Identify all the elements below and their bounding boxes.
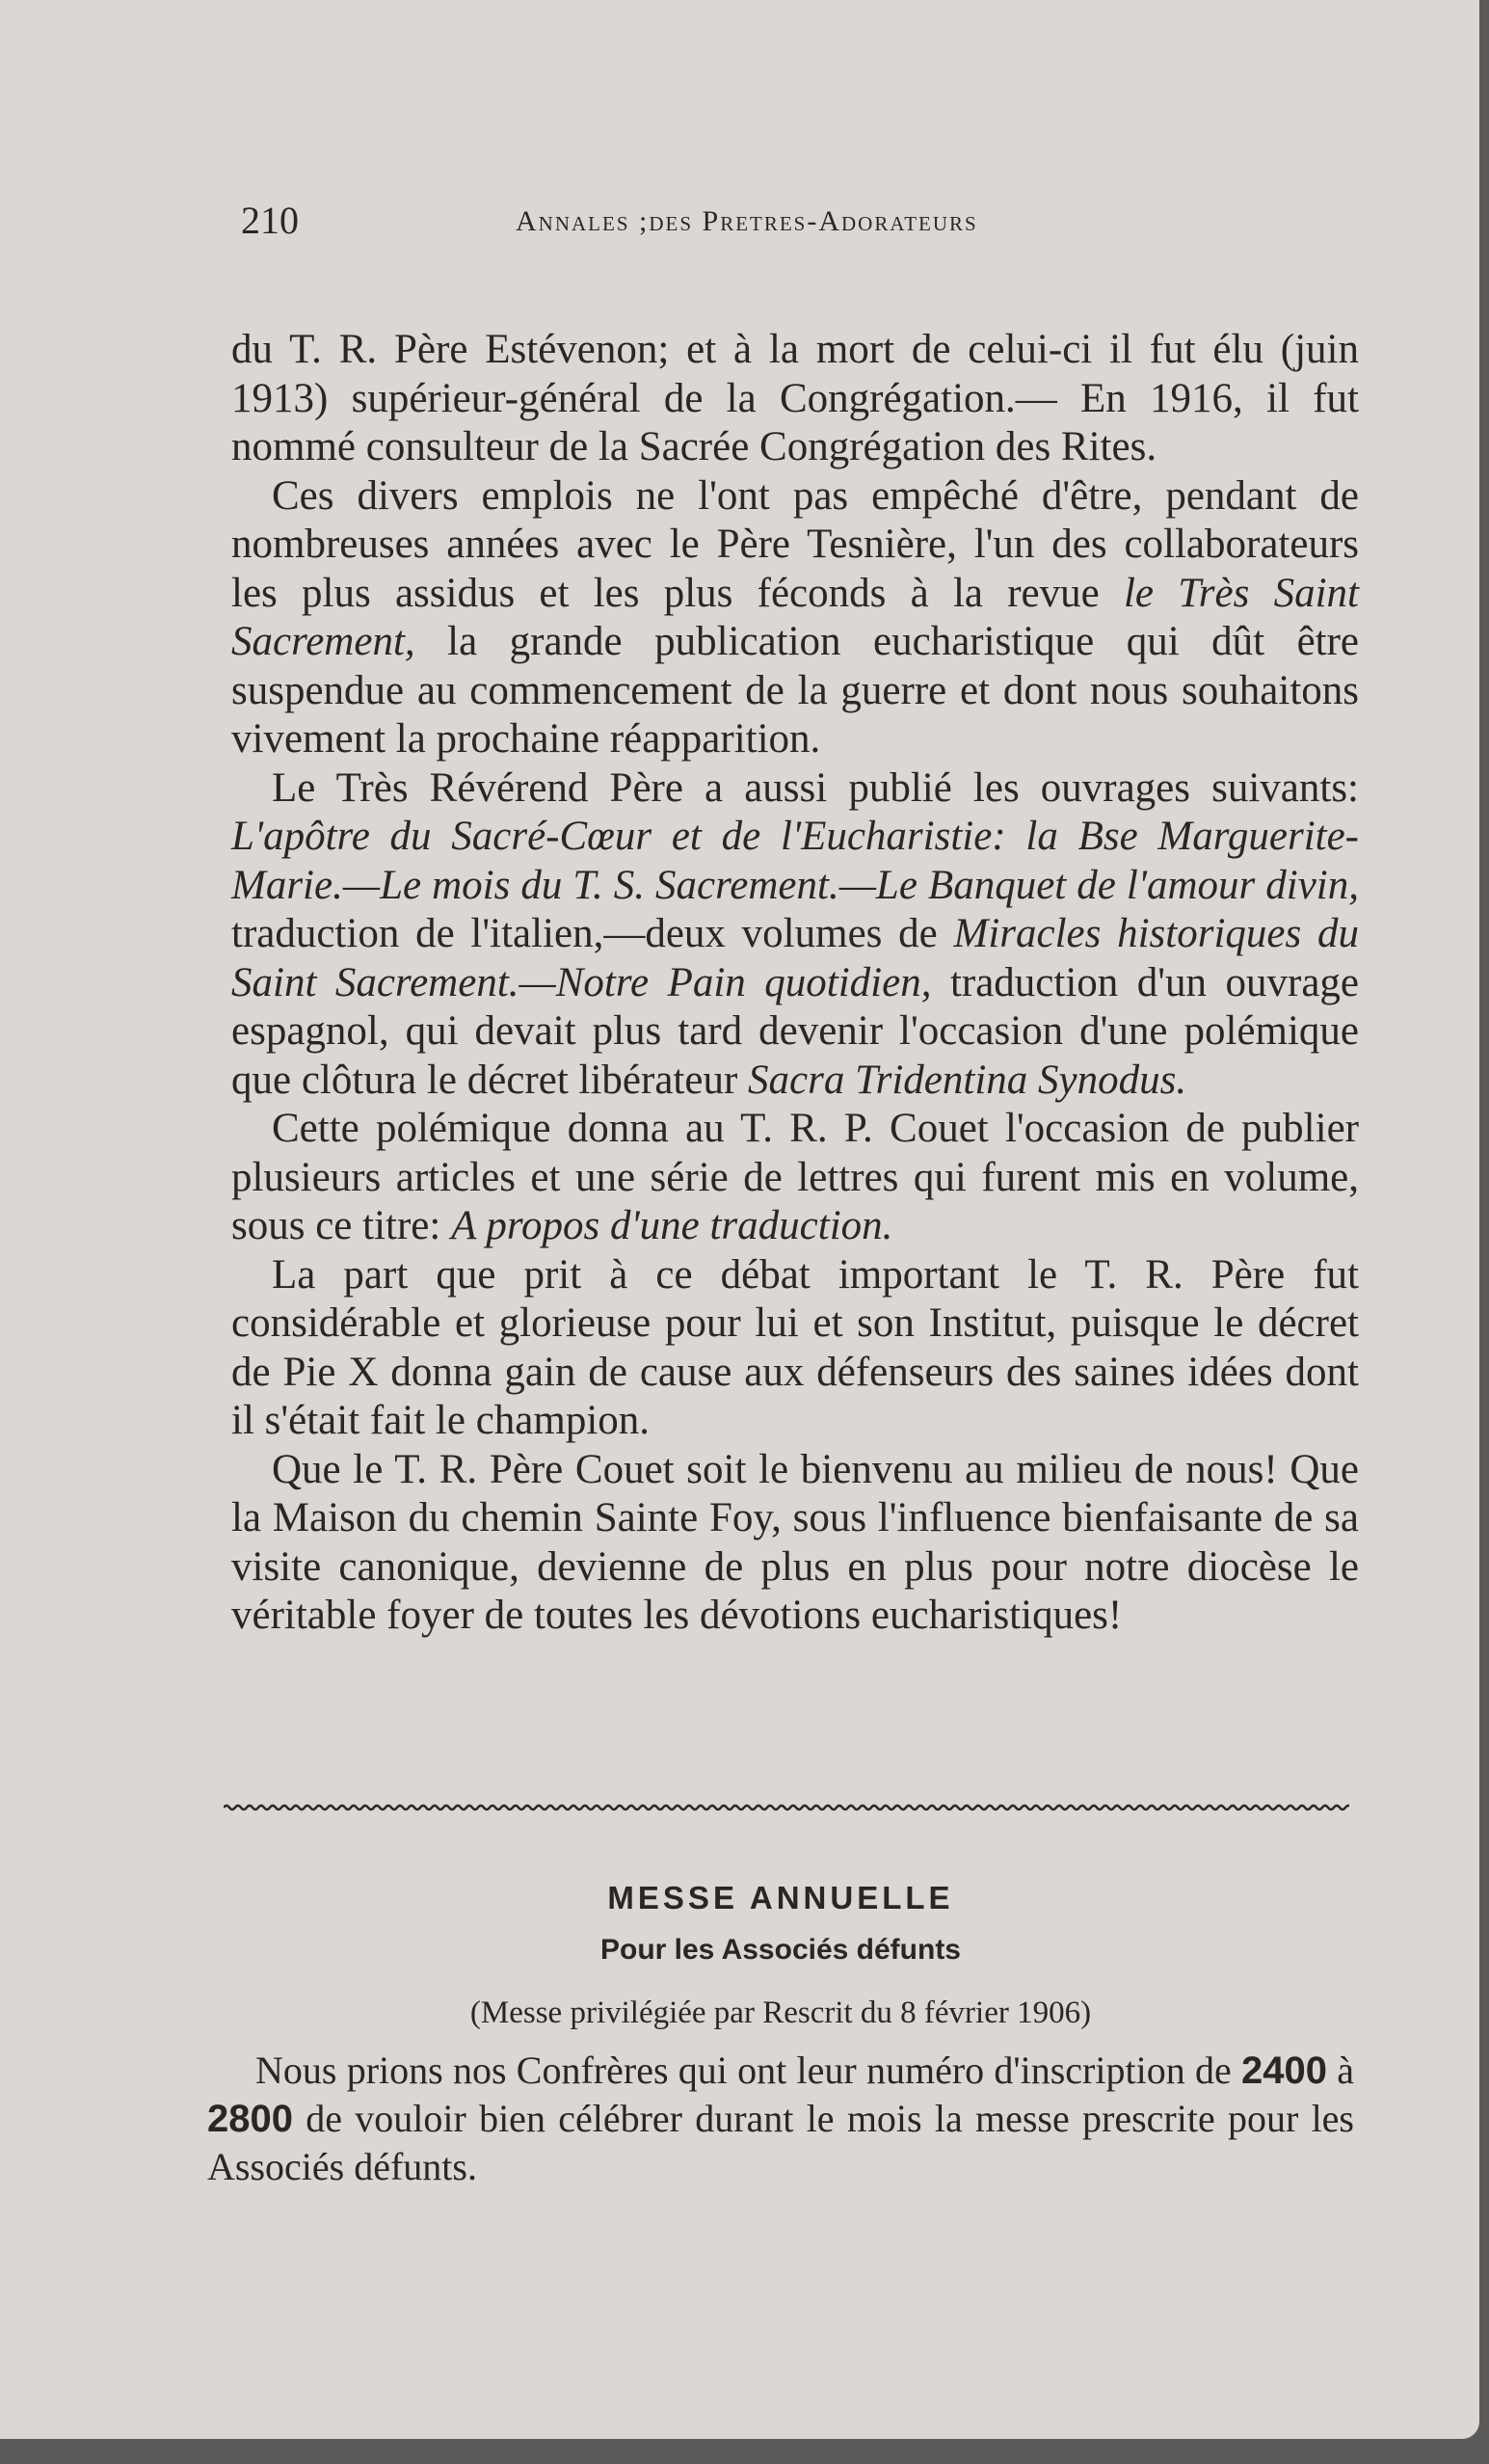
- notice-subtitle: Pour les Associés défunts: [599, 1934, 961, 1966]
- paragraph-2: [231, 472, 1359, 764]
- notice-body: [207, 2047, 1354, 2191]
- wavy-divider: [224, 1801, 1349, 1814]
- paragraph-6: Que le T. R. Père Couet soit le bienvenu au milieu de nous! Que la Maison du chemin Sainte Foy, sous l'influence bienfaisante de sa visite canonique, devienne de plus en plus pour notre diocèse le véritable foyer de toutes les dévotions eucharistiques!: [231, 1446, 1359, 1638]
- notice-title: MESSE ANNUELLE: [607, 1880, 954, 1915]
- page-header: [241, 198, 1349, 255]
- article-body: [231, 326, 1359, 1641]
- paragraph-3-italic-2: Miracles historiques du Saint Sacrement.—Notre Pain quotidien,: [231, 911, 1359, 1005]
- notice-text-b: à: [1326, 2049, 1354, 2092]
- annual-mass-notice: [207, 1880, 1354, 2191]
- notice-number-to: 2800: [207, 2098, 293, 2140]
- running-title: Annales ;des Pretres-Adorateurs: [516, 205, 978, 237]
- paragraph-3-italic-1: L'apôtre du Sacré-Cœur et de l'Eucharistie: la Bse Marguerite-Marie.—Le mois du T. S. Sacrement.—Le Banquet de l'amour divin,: [231, 814, 1359, 908]
- paragraph-4: [231, 1105, 1359, 1251]
- notice-number-from: 2400: [1241, 2049, 1327, 2092]
- paragraph-3-italic-3: Sacra Tridentina Synodus.: [748, 1057, 1187, 1103]
- paragraph-3-text-a: Le Très Révérend Père a aussi publié les ouvrages suivants:: [272, 764, 1359, 811]
- notice-note: (Messe privilégiée par Rescrit du 8 février 1906): [469, 1995, 1092, 2030]
- paragraph-1: du T. R. Père Estévenon; et à la mort de celui-ci il fut élu (juin 1913) supérieur-général de la Congrégation.— En 1916, il fut nommé consulteur de la Sacrée Congrégation des Rites.: [231, 327, 1359, 469]
- paragraph-3-text-c: traduction d'un ouvrage espagnol, qui devait plus tard devenir l'occasion d'une polémique que clôtura le décret libérateur: [231, 959, 1359, 1103]
- notice-text-a: Nous prions nos Confrères qui ont leur numéro d'inscription de: [255, 2049, 1241, 2092]
- paragraph-4-text-a: Cette polémique donna au T. R. P. Couet l'occasion de publier plusieurs articles et une série de lettres qui furent mis en volume, sous ce titre:: [231, 1106, 1359, 1248]
- page-number: 210: [241, 199, 299, 242]
- paragraph-4-italic: A propos d'une traduction.: [451, 1203, 893, 1248]
- paragraph-5: La part que prit à ce débat important le T. R. Père fut considérable et glorieuse pour lui et son Institut, puisque le décret de Pie X donna gain de cause aux défenseurs des saines idées dont il s'était fait le champion.: [231, 1251, 1359, 1443]
- paragraph-3-text-b: traduction de l'italien,—deux volumes de: [231, 911, 954, 956]
- paragraph-2-text-b: la grande publication eucharistique qui dût être suspendue au commencement de la guerre et dont nous souhaitons vivement la prochaine réapparition.: [231, 619, 1359, 762]
- notice-text-c: de vouloir bien célébrer durant le mois la messe prescrite pour les Associés défunts.: [207, 2097, 1354, 2188]
- paragraph-3: [231, 764, 1359, 1106]
- paragraph-2-italic: le Très Saint Sacrement,: [231, 570, 1359, 664]
- paragraph-2-text-a: Ces divers emplois ne l'ont pas empêché d'être, pendant de nombreuses années avec le Père Tesnière, l'un des collaborateurs les plus assidus et les plus féconds à la revue: [231, 472, 1359, 616]
